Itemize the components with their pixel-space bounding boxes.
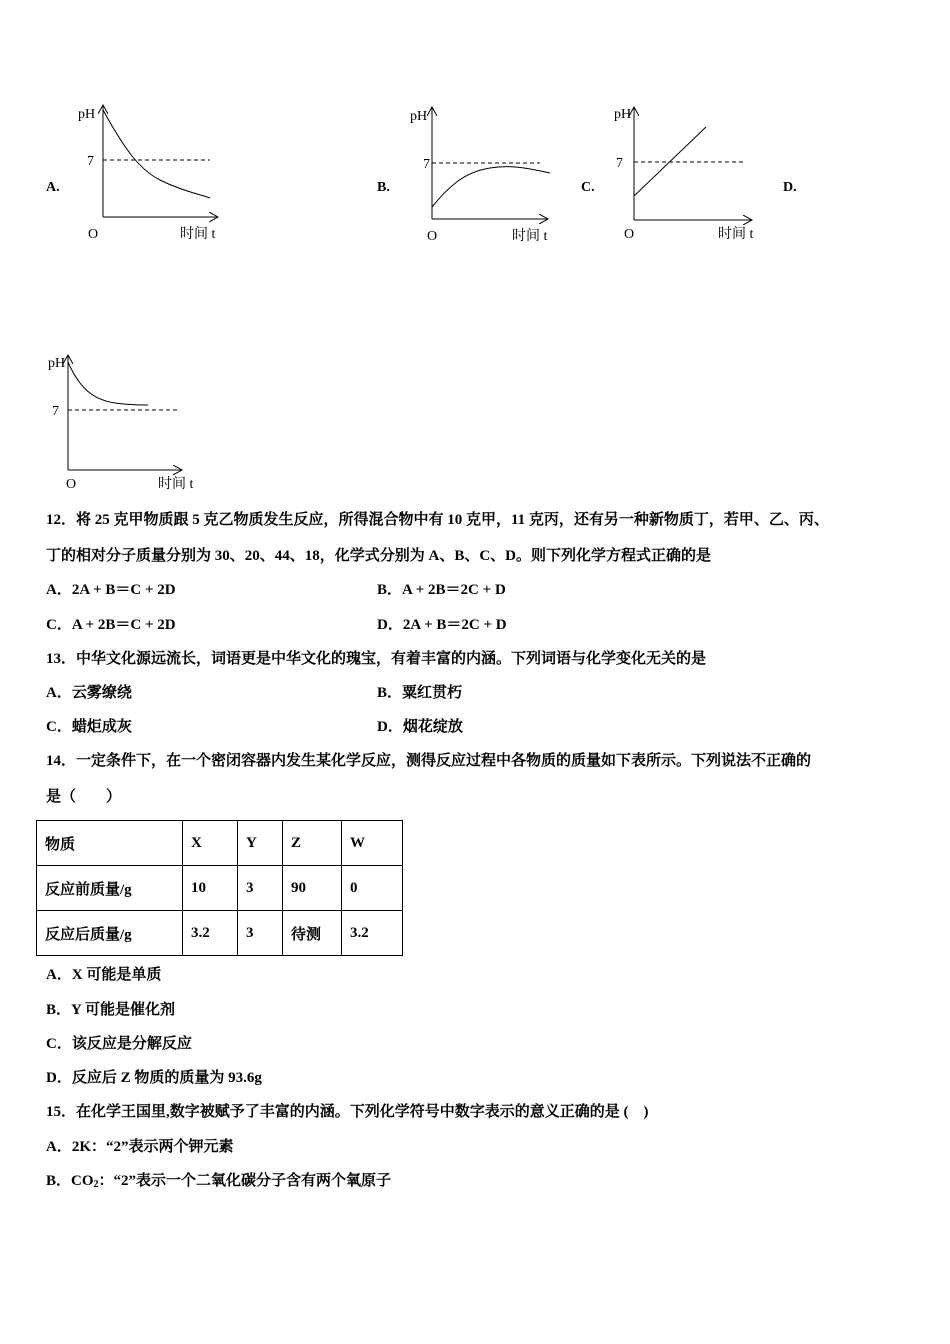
- q12-option-d: D．2A + B＝2C + D: [377, 617, 507, 633]
- q13-option-b: B．粟红贯朽: [377, 685, 463, 701]
- y-axis-label: pH: [614, 107, 632, 122]
- option-label: A.: [46, 180, 60, 195]
- graph-a: [46, 105, 218, 242]
- graph-b: [377, 107, 550, 244]
- origin-label: O: [427, 229, 438, 244]
- table-cell: 3.2: [183, 911, 238, 956]
- table-cell: 反应前质量/g: [37, 866, 183, 911]
- q15-option-b: [46, 1171, 391, 1195]
- q13-stem: 13．中华文化源远流长，词语更是中华文化的瑰宝，有着丰富的内涵。下列词语与化学变化无关的是: [46, 651, 707, 667]
- ph-curve: [432, 167, 550, 207]
- q12-stem-line2: 丁的相对分子质量分别为 30、20、44、18，化学式分别为 A、B、C、D。则下列化学方程式正确的是: [46, 548, 712, 564]
- x-axis-label: 时间 t: [718, 227, 754, 242]
- table-cell: 反应后质量/g: [37, 911, 183, 956]
- graph-c: [581, 107, 797, 242]
- ref-label: 7: [87, 154, 94, 169]
- q12-stem-line1: 12．将 25 克甲物质跟 5 克乙物质发生反应，所得混合物中有 10 克甲，11 克丙，还有另一种新物质丁，若甲、乙、丙、: [46, 512, 829, 528]
- ref-label: 7: [423, 157, 430, 172]
- table-cell: Z: [283, 821, 342, 866]
- ph-curve: [103, 110, 210, 198]
- option-b-suffix: ：“2”表示一个二氧化碳分子含有两个氧原子: [98, 1173, 392, 1189]
- ref-label: 7: [616, 156, 623, 171]
- x-axis-label: 时间 t: [158, 477, 194, 492]
- q13-option-a: A．云雾缭绕: [46, 685, 132, 701]
- y-axis-label: pH: [48, 356, 66, 371]
- q14-option-c: C．该反应是分解反应: [46, 1036, 192, 1052]
- table-cell: X: [183, 821, 238, 866]
- option-b-prefix: B．CO: [46, 1173, 94, 1189]
- origin-label: O: [66, 477, 77, 492]
- q13-option-d: D．烟花绽放: [377, 719, 463, 735]
- mass-table: [36, 820, 403, 956]
- table-row: [37, 911, 403, 956]
- origin-label: O: [624, 227, 635, 242]
- option-label: B.: [377, 180, 390, 195]
- q12-option-b: B．A + 2B＝2C + D: [377, 582, 506, 598]
- ph-graphs: [0, 0, 950, 500]
- q14-option-d: D．反应后 Z 物质的质量为 93.6g: [46, 1070, 262, 1086]
- table-cell: 90: [283, 866, 342, 911]
- table-cell: 3: [238, 911, 283, 956]
- ref-label: 7: [52, 404, 59, 419]
- y-axis-label: pH: [410, 109, 428, 124]
- table-row: [37, 866, 403, 911]
- q14-stem-line1: 14．一定条件下，在一个密闭容器内发生某化学反应，测得反应过程中各物质的质量如下表所示。下列说法不正确的: [46, 753, 812, 769]
- table-header-row: [37, 821, 403, 866]
- x-axis-label: 时间 t: [180, 227, 216, 242]
- table-cell: 0: [342, 866, 403, 911]
- q15-option-a: A．2K：“2”表示两个钾元素: [46, 1139, 234, 1155]
- origin-label: O: [88, 227, 99, 242]
- option-label: C.: [581, 180, 595, 195]
- subscript: 2: [93, 1179, 99, 1190]
- ph-curve: [68, 362, 148, 405]
- q14-option-b: B．Y 可能是催化剂: [46, 1002, 176, 1018]
- table-cell: Y: [238, 821, 283, 866]
- y-axis-label: pH: [78, 107, 96, 122]
- table-cell: 3: [238, 866, 283, 911]
- graph-d: [48, 355, 193, 492]
- q12-option-c: C．A + 2B＝C + 2D: [46, 617, 176, 633]
- q13-option-c: C．蜡炬成灰: [46, 719, 132, 735]
- q14-option-a: A．X 可能是单质: [46, 967, 162, 983]
- table-cell: W: [342, 821, 403, 866]
- table-cell: 待测: [283, 911, 342, 956]
- table-cell: 物质: [37, 821, 183, 866]
- q14-stem-line2: 是（ ）: [46, 789, 122, 805]
- option-label: D.: [783, 180, 797, 195]
- table-cell: 10: [183, 866, 238, 911]
- table-cell: 3.2: [342, 911, 403, 956]
- q15-stem: 15．在化学王国里,数字被赋予了丰富的内涵。下列化学符号中数字表示的意义正确的是 ( ): [46, 1104, 649, 1120]
- q12-option-a: A．2A + B＝C + 2D: [46, 582, 176, 598]
- x-axis-label: 时间 t: [512, 229, 548, 244]
